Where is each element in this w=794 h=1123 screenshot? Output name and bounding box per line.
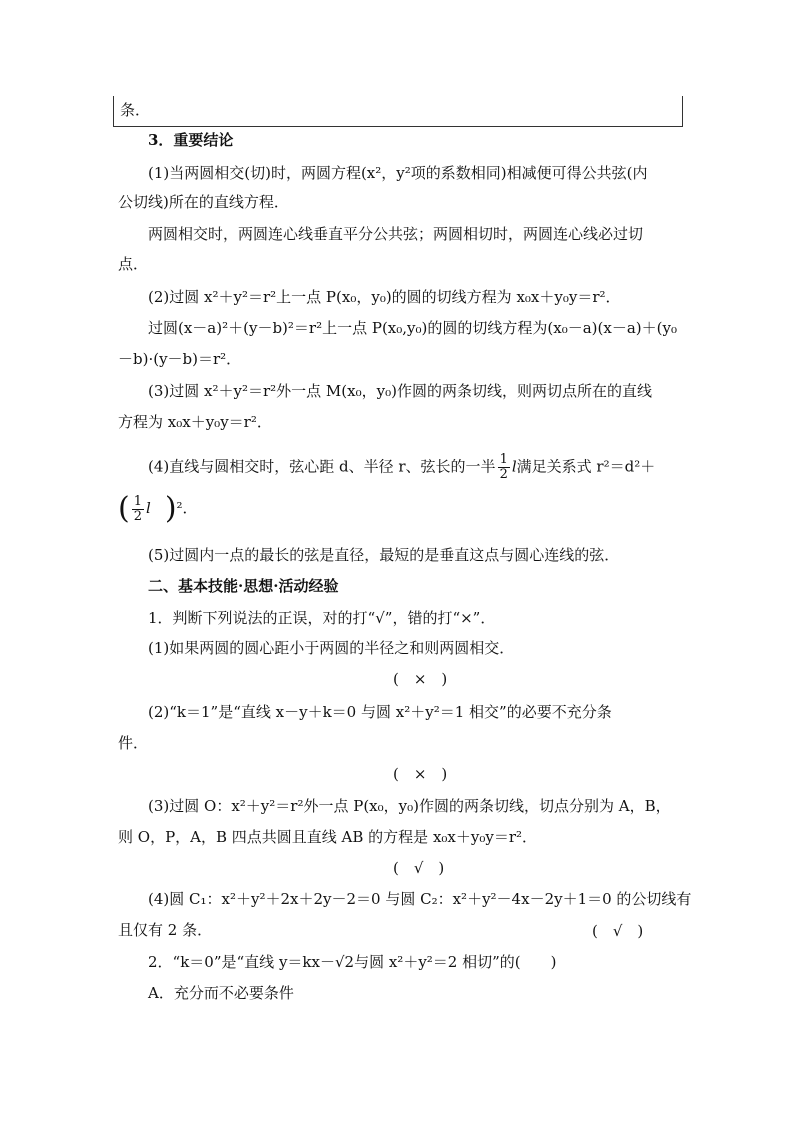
question-1-3-line-2: 则 O，P，A，B 四点共圆且直线 AB 的方程是 x₀x＋y₀y＝r²． xyxy=(118,828,538,846)
conclusion-3-line-2: 方程为 x₀x＋y₀y＝r²． xyxy=(118,413,272,431)
question-1-4-line-2: 且仅有 2 条． xyxy=(118,921,213,939)
fraction-denominator: 2 xyxy=(499,467,508,482)
conclusion-2b-line-2: －b)·(y－b)＝r²． xyxy=(118,350,242,368)
conclusion-3-line-1: (3)过圆 x²＋y²＝r²外一点 M(x₀，y₀)作圆的两条切线，则两切点所在的直线 xyxy=(148,382,652,400)
question-1-2-line-1: (2)“k＝1”是“直线 x－y＋k＝0 与圆 x²＋y²＝1 相交”的必要不充分条 xyxy=(148,703,612,721)
section-2-heading: 二、基本技能·思想·活动经验 xyxy=(148,577,339,595)
conclusion-4-end: ²． xyxy=(176,499,198,517)
question-1-2-line-2: 件． xyxy=(118,734,149,752)
section-3-heading: 3．重要结论 xyxy=(148,131,234,149)
conclusion-4-text-a: (4)直线与圆相交时，弦心距 d、半径 r、弦长的一半 xyxy=(148,457,496,476)
conclusion-5: (5)过圆内一点的最长的弦是直径，最短的是垂直这点与圆心连线的弦． xyxy=(148,546,620,564)
fraction-numerator-2: 1 xyxy=(133,493,142,509)
answer-1-4: ( √ ) xyxy=(592,922,644,940)
question-1-3-line-1: (3)过圆 O：x²＋y²＝r²外一点 P(x₀，y₀)作圆的两条切线，切点分别为 A，B， xyxy=(148,797,671,815)
conclusion-1-line-1: (1)当两圆相交(切)时，两圆方程(x²，y²项的系数相同)相减便可得公共弦(内 xyxy=(148,164,648,182)
fraction-variable: l xyxy=(511,457,517,476)
conclusion-1b-line-2: 点． xyxy=(118,255,149,273)
answer-1-3: ( √ ) xyxy=(393,859,445,877)
question-1-4-line-1: (4)圆 C₁：x²＋y²＋2x＋2y－2＝0 与圆 C₂：x²＋y²－4x－2y＋1＝0 的公切线有 xyxy=(148,890,692,908)
fraction-numerator: 1 xyxy=(499,452,508,467)
conclusion-4-line-1 xyxy=(148,453,655,482)
question-2-option-a: A．充分而不必要条件 xyxy=(148,984,294,1002)
conclusion-1b-line-1: 两圆相交时，两圆连心线垂直平分公共弦；两圆相切时，两圆连心线必过切 xyxy=(148,225,644,243)
conclusion-1-line-2: 公切线)所在的直线方程． xyxy=(118,193,289,211)
conclusion-2: (2)过圆 x²＋y²＝r²上一点 P(x₀，y₀)的圆的切线方程为 x₀x＋y₀y＝r²． xyxy=(148,288,621,306)
fraction-denominator-2: 2 xyxy=(133,508,142,524)
box-text: 条． xyxy=(120,101,151,119)
conclusion-4-text-b: 满足关系式 r²＝d²＋ xyxy=(516,457,656,476)
previous-content-box xyxy=(113,96,683,127)
question-1: 1．判断下列说法的正误，对的打“√”，错的打“×”． xyxy=(148,609,496,627)
half-fraction xyxy=(498,453,510,482)
answer-1-1: ( × ) xyxy=(393,670,448,688)
half-fraction-2 xyxy=(132,495,144,524)
question-1-1: (1)如果两圆的圆心距小于两圆的半径之和则两圆相交． xyxy=(148,639,515,657)
left-paren-glyph: ( xyxy=(118,491,130,526)
right-paren-glyph: ) xyxy=(164,491,177,526)
conclusion-4-line-2 xyxy=(118,491,198,526)
question-2: 2．“k＝0”是“直线 y＝kx－√2与圆 x²＋y²＝2 相切”的( ) xyxy=(148,953,557,971)
fraction-variable-2: l xyxy=(146,499,151,517)
answer-1-2: ( × ) xyxy=(393,765,448,783)
conclusion-2b-line-1: 过圆(x－a)²＋(y－b)²＝r²上一点 P(x₀,y₀)的圆的切线方程为(x₀－a)(x－a)＋(y₀ xyxy=(148,319,677,337)
